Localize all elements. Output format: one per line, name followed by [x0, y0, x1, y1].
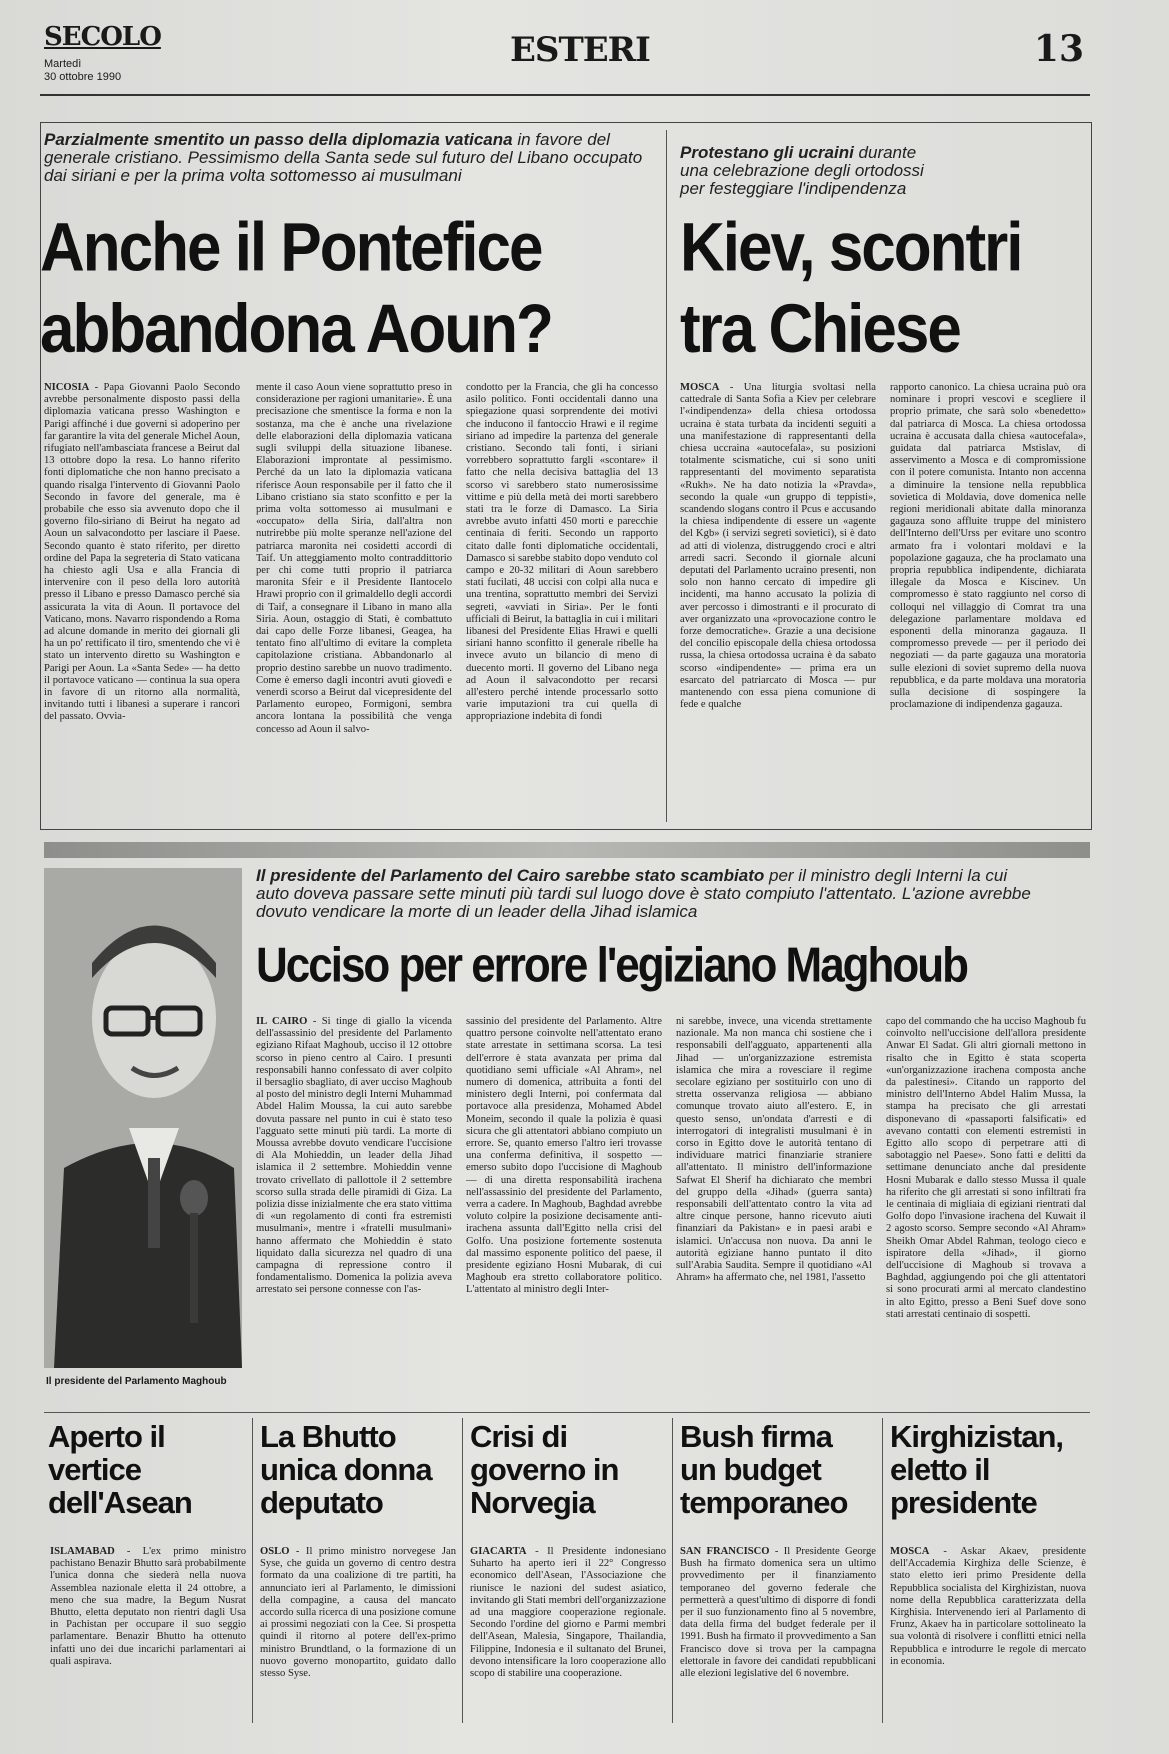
page-number: 13 [1033, 28, 1084, 70]
column-divider [666, 130, 667, 822]
brief-2-title: La Bhutto unica donna deputato [260, 1419, 432, 1520]
article3-kicker: Il presidente del Parlamento del Cairo sarebbe stato scambiato per il ministro degli Interni la cui auto doveva passare sette minuti più tardi sul luogo dove è stato compiuto l'attentato. L'azione avrebbe dovuto vendicare la morte di un leader della Jihad islamica [256, 866, 1031, 921]
article2-kicker: Protestano gli ucraini durante una celebrazione degli ortodossi per festeggiare l'indipendenza [680, 143, 924, 198]
brief-1-text: ISLAMABAD - L'ex primo ministro pachistano Benazir Bhutto sarà probabilmente l'unica donna che siederà nella nuova Assemblea nazionale eletta il 24 ottobre, a meno che sua madre, la Begum Nusrat Bhutto, eletta deputato non rientri dagli Usa in Pachistan per occupare il suo seggio parlamentare. Benazir Bhutto ha ottenuto infatti uno dei due incarichi parlamentari ai quali aspirava. [50, 1546, 246, 1667]
article3-column-2: sassinio del presidente del Parlamento. Altre quattro persone coinvolte nell'attentato erano state arrestate in settimana scorsa. La tesi dell'errore è stata avanzata per prima dal quotidiano semi ufficiale «Al Ahram», nel numero di domenica, attribuita a fonti del ministero degli Interni, poi confermata dal portavoce alla presidenza, Mohamed Abdel Moneim, secondo il quale la polizia è quasi sicura che gli attentatori abbiano compiuto un errore. Se, quanto emerso l'altro ieri trovasse una conferma definitiva, il sospetto — emerso subito dopo l'uccisione di Maghoub — di una diretta responsabilità irachena nell'assassinio del presidente del Parlamento, verra a cadere. In Maghoub, Baghdad avrebbe voluto colpire la posizione decisamente anti-irachena assunta dall'Egitto nella crisi del Golfo. Una posizione fortemente sostenuta dal massimo esponente politico del paese, il presidente egiziano Hosni Mubarak, di cui Maghoub era stretto collaboratore politico. L'attentato al ministro degli Inter- [466, 1016, 662, 1296]
brief-5-title: Kirghizistan, eletto il presidente [890, 1419, 1064, 1520]
article2-column-2: rapporto canonico. La chiesa ucraina può ora nominare i propri vescovi e scegliere il proprio primate, che sarà solo «benedetto» dal patriarca di Mosca. La chiesa ortodossa ucraina è accusata dalla chiesa «autocefala», guidata dal patriarca Mstislav, di asservimento a Mosca e di compromissione con il potere comunista. Intanto non accenna a diminuire la tensione nella repubblica sovietica di Moldavia, dove domenica nelle regioni meridionali abitate dalla minoranza gagauza sono affluite truppe del ministero dell'Interno dell'Urss per evitare uno scontro armato fra i volontari moldavi e la popolazione gagauza, che ha proclamato una propria repubblica indipendente, dichiarata illegale da Mosca e Kiscinev. Un compromesso è stato raggiunto nel corso di colloqui nel villaggio di Comrat tra una delegazione parlamentare moldava ed esponenti della minoranza gagauza. Il compromesso prevede — per il periodo dei negoziati — da parte gagauza una moratoria sulle elezioni di soviet supremo della nuova repubblica, e da parte moldava una moratoria sulla decisione di sospingere la proclamazione di indipendenza gagauza. [890, 382, 1086, 711]
article2-headline: Kiev, scontri tra Chiese [680, 210, 1022, 368]
brief-4-text: SAN FRANCISCO - Il Presidente George Bush ha firmato domenica sera un ultimo provvedimento per il finanziamento temporaneo del governo federale che permetterà a quest'ultimo di disporre di fondi per il suo funzionamento fino al 5 novembre, data della firma del budget federale per il 1991. Bush ha firmato il provvedimento a San Francisco dove si trova per la campagna elettorale in favore dei candidati repubblicani alle elezioni legislative del 6 novembre. [680, 1546, 876, 1680]
brief-5-text: MOSCA - Askar Akaev, presidente dell'Accademia Kirghiza delle Scienze, è stato eletto ieri primo Presidente della Repubblica socialista del Kirghizistan, nuova nome della Repubblica caratterizzata della Kirghisia. Intervenendo ieri al Parlamento di Frunz, Akaev ha in particolare sottolineato la sua volontà di risolvere i conflitti etnici nella Repubblica e introdurre le regole di mercato in economia. [890, 1546, 1086, 1667]
article3-headline: Ucciso per errore l'egiziano Maghoub [256, 938, 968, 993]
article1-headline: Anche il Pontefice abbandona Aoun? [40, 210, 552, 368]
article3-column-4: capo del commando che ha ucciso Maghoub fu coinvolto nell'uccisione dell'allora presidente Anwar El Sadat. Gli altri giornali mettono in risalto che in Egitto è stata scoperta «un'organizzazione irachena composta anche da palestinesi». Citando un rapporto del ministro dell'Interno Abdel Halim Mussa, la stampa ha precisato che gli arrestati disponevano di «passaporti falsificati» ed avevano contatti con elementi estremisti in Egitto allo scopo di perpetrare atti di sabotaggio nel Paese». Sono fatti e delitti da settimane denunciato anche dal presidente Hosni Mubarak e dallo stesso Mussa il quale ha riferito che gli arrestati si sono infiltrati fra le centinaia di migliaia di egiziani rientrati dal Golfo dopo l'invasione irachena del Kuwait il 2 agosto scorso. Sempre secondo «Al Ahram» Sheikh Omar Abdel Rahman, teologo cieco e ispiratore della «Jihad», il giorno dell'uccisione di Maghoub si trovava a Baghdad, aggiungendo poi che gli attentatori si sono procurati armi al mercato clandestino in alto Egitto, presso a Beni Suef dove sono stati arrestati centinaio di sospetti. [886, 1016, 1086, 1320]
issue-date [44, 58, 121, 84]
maghoub-photo [44, 868, 242, 1368]
brief-divider [672, 1418, 673, 1723]
brief-divider [462, 1418, 463, 1723]
brief-3-text: GIACARTA - Il Presidente indonesiano Suharto ha aperto ieri il 22° Congresso economico dell'Asean, l'Associazione che riunisce le nazioni del sudest asiatico, invitando gli Stati membri dell'organizzazione ad una maggiore cooperazione regionale. Secondo l'ordine del giorno e Parmi membri dell'Asean, Malesia, Singapore, Thailandia, Filippine, Indonesia e il sultanato del Brunei, devono intensificare la loro cooperazione allo scopo di stabilire una cooperazione. [470, 1546, 666, 1680]
portrait-illustration [44, 868, 242, 1368]
article1-column-1: NICOSIA - Papa Giovanni Paolo Secondo avrebbe personalmente disposto passi della diplomazia vaticana presso Washington e Parigi affinché i due governi si adoperino per far garantire la vita del generale Michel Aoun, rifugiato nell'ambasciata francese a Beirut dal 13 ottobre dopo la resa. Lo hanno riferito fonti diplomatiche che non hanno precisato a quando risalga l'intervento di Giovanni Paolo Secondo in favore del generale, ma è probabile che esso sia avvenuto dopo che il governo filo-siriano di Beirut ha negato ad Aoun un salvacondotto per lasciare il Paese. Secondo quanto è stato riferito, per diretto ordine del Papa la segreteria di Stato vaticana ha chiesto agli Usa e alla Francia di intervenire con il peso della loro autorità presso il Libano e presso Damasco perché sia assicurata la vita di Aoun. Il portavoce del Vaticano, mons. Navarro rispondendo a Roma ad alcune domande in merito dei giornali gli ha un po' rettificato il tiro, smentendo che vi è stato un intervento diretto su Washington e Parigi per Aoun. La «Santa Sede» — ha detto il portavoce vaticano — continua la sua opera in favore di un ritorno alla normalità, invitando tutti i libanesi a superare i rancori del passato. Ovvia- [44, 382, 240, 723]
brief-3-title: Crisi di governo in Norvegia [470, 1419, 619, 1520]
issue-date-text: 30 ottobre 1990 [44, 71, 122, 83]
masthead [40, 16, 1090, 96]
section-divider-bar [44, 842, 1090, 858]
article1-kicker: Parzialmente smentito un passo della diplomazia vaticana in favore del generale cristiano. Pessimismo della Santa sede sul futuro del Libano occupato dai siriani e per la prima volta sottomesso ai musulmani [44, 130, 643, 185]
brief-2-text: OSLO - Il primo ministro norvegese Jan Syse, che guida un governo di centro destra formato da una coalizione di tre partiti, ha annunciato ieri al Parlamento, le dimissioni della compagine, a causa del mancato accordo sulla ricerca di una posizione comune ai prossimi negoziati con la Cee. Si prospetta quindi il ritorno al potere dell'ex-primo ministro Brundtland, o la formazione di un nuovo governo monopartito, guidato dallo stesso Syse. [260, 1546, 456, 1680]
article2-column-1: MOSCA - Una liturgia svoltasi nella cattedrale di Santa Sofia a Kiev per celebrare l'«indipendenza» della chiesa ortodossa ucraina è stata turbata da incidenti seguiti a una manifestazione di rappresentanti della chiesa uccraina «autocefala», su posizioni totalmente scismatiche, cui si sono uniti rappresentanti del movimento separatista «Rukh». Ne ha dato notizia la «Pravda», secondo la quale «un gruppo di teppisti», scandendo slogans contro il Pcus e accusando la chiesa indipendente di essere un «agente del Kgb» (i servizi segreti sovietici), si è dato ad atti di violenza, distruggendo croci e altri arredi sacri. Secondo il giornale alcuni deputati del Parlamento ucraino presenti, non solo non hanno cercato di impedire gli incidenti, ma hanno accusato la polizia di aver percosso i dimostranti e il procurato di aver organizzato una «provocazione contro le forze democratiche». Grazie a una decisione del concilio episcopale della chiesa ortodossa russa, la chiesa ortodossa ucraina è da sabato scorso «indipendente» — prima era un esarcato del patriarcato di Mosca — pur mantenendo con essa piena comunione di fede e qualche [680, 382, 876, 711]
article1-column-3: condotto per la Francia, che gli ha concesso asilo politico. Fonti occidentali danno una spiegazione quasi sorprendente dei motivi che inducono il fantoccio Hrawi e il regime siriano ad impedire la partenza del generale cristiano. Secondo tali fonti, i siriani vorrebbero soprattutto fargli «scontare» il fatto che nella decisiva battaglia del 13 scorso vi sarebbero stato numerosissime vittime e più della metà dei morti sarebbero stati tra le forze di Damasco. La Siria avrebbe avuto infatti 450 morti e parecchie centinaia di feriti. Secondo un rapporto citato dalle fonti diplomatiche occidentali, Damasco si sarebbe stabito dopo venduto col campo e 20-32 militari di Aoun sarebbero stati fucilati, 48 uccisi con colpi alla nuca e una trentina, soprattutto membri dei Servizi segreti, «avviati in Siria». Per le fonti ufficiali di Beirut, la battaglia in cui i militari libanesi del Presidente Elias Hrawi e quelli siriani hanno sconfitto il generale ribelle ha invece avuto un bilancio di meno di duecento morti. Il governo del Libano nega ad Aoun il salvacondotto per recarsi all'estero perché intende processarlo sotto varie imputazioni tra cui quella di appropriazione indebita di fondi [466, 382, 658, 723]
article3-column-1: IL CAIRO - Si tinge di giallo la vicenda dell'assassinio del presidente del Parlamento egiziano Rifaat Maghoub, ucciso il 12 ottobre scorso in pieno centro al Cairo. I presunti responsabili hanno confessato di aver colpito il bersaglio sbagliato, di aver ucciso Maghoub al posto del ministro degli Interni Muhammad Abdel Halim Moussa, la cui auto sarebbe dovuta passare nel punto in cui è stato teso l'agguato sette minuti più tardi. La morte di Moussa avrebbe dovuto vendicare l'uccisione di Ala Mohieddin, un leader della Jihad islamica il 2 settembre. Mohieddin venne trovato crivellato di pallottole il 2 settembre scorso sulla strada delle piramidi di Giza. La polizia disse inizialmente che era stato vittima di «un regolamento di conti fra estremisti musulmani», mentre i «fratelli musulmani» hanno affermato che Mohieddin è stato liquidato dalla sicurezza nel quadro di una campagna di repressione contro il fondamentalismo. Domenica la polizia aveva arrestato sei persone connesse con l'as- [256, 1016, 452, 1296]
section-title: ESTERI [510, 30, 650, 70]
brief-4-title: Bush firma un budget temporaneo [680, 1419, 848, 1520]
brief-divider [252, 1418, 253, 1723]
article3-column-3: ni sarebbe, invece, una vicenda strettamente nazionale. Ma non manca chi sostiene che i responsabili dell'agguato, appartenenti alla Jihad — un'organizzazione estremista islamica che mira a rovesciare il regime secolare egiziano per sostituirlo con uno di stretta osservanza religiosa — abbiano comunque trovato aiuto all'estero. E, in questo senso, un'ondata d'arresti e di interrogatori di integralisti musulmani è in corso in Egitto dove le autorità tentano di individuare matrici finanziarie straniere all'attentato. Il ministro dell'informazione Safwat El Sherif ha dichiarato che membri del gruppo della «Jihad» (guerra santa) responsabili dell'attentato contro la vita ad altre cinque persone, hanno ricevuto aiuti finanziari da Pakistan» e in paesi arabi e islamici. Un'accusa non nuova. Da anni le autorità egiziane hanno puntato il dito sull'Arabia Saudita. Sempre il quotidiano «Al Ahram» ha affermato che, nel 1981, l'assetto [676, 1016, 872, 1284]
brief-1-title: Aperto il vertice dell'Asean [48, 1419, 192, 1520]
newspaper-logo: SECOLO [44, 22, 161, 52]
photo-caption: Il presidente del Parlamento Maghoub [46, 1376, 227, 1387]
issue-weekday: Martedì [44, 58, 82, 70]
briefs-divider [44, 1412, 1090, 1413]
article1-column-2: mente il caso Aoun viene soprattutto preso in considerazione per ragioni umanitarie». È una precisazione che smentisce la forma e non la sostanza, ma che è anche una rivelazione delle elaborazioni della diplomazia vaticana sugli sviluppi della situazione libanese. Elaborazioni improntate al pessimismo. Perché da un lato la diplomazia vaticana riferisce Aoun responsabile per il fatto che il Libano cristiano sia stato sconfitto e per la prima volta sottomesso ai musulmani e «occupato» della Siria, dall'altra non nutrirebbe più molte speranze nell'azione del patriarca maronita nei cosidetti accordi di Taif. Un atteggiamento molto contraddittorio per chi come tutti proprio il patriarca maronita Sfeir e il Presidente Ilantocelo Hrawi proprio con il grimaldello degli accordi di Taif, a consegnare il Libano in mano alla Siria. Aoun, ostaggio di Stati, è combattuto dai capo delle Forze libanesi, Geagea, ha tentato fino all'ultimo di evitare la completa capitolazione cristiana. Abbandonarlo al proprio destino sarebbe un nuovo tradimento. Come è emerso dagli incontri avuti giovedì e venerdì scorso a Beirut dal vicepresidente del Parlamento europeo, Formigoni, sembra ancora lontana la possibilità che venga concesso ad Aoun il salvo- [256, 382, 452, 735]
brief-divider [882, 1418, 883, 1723]
